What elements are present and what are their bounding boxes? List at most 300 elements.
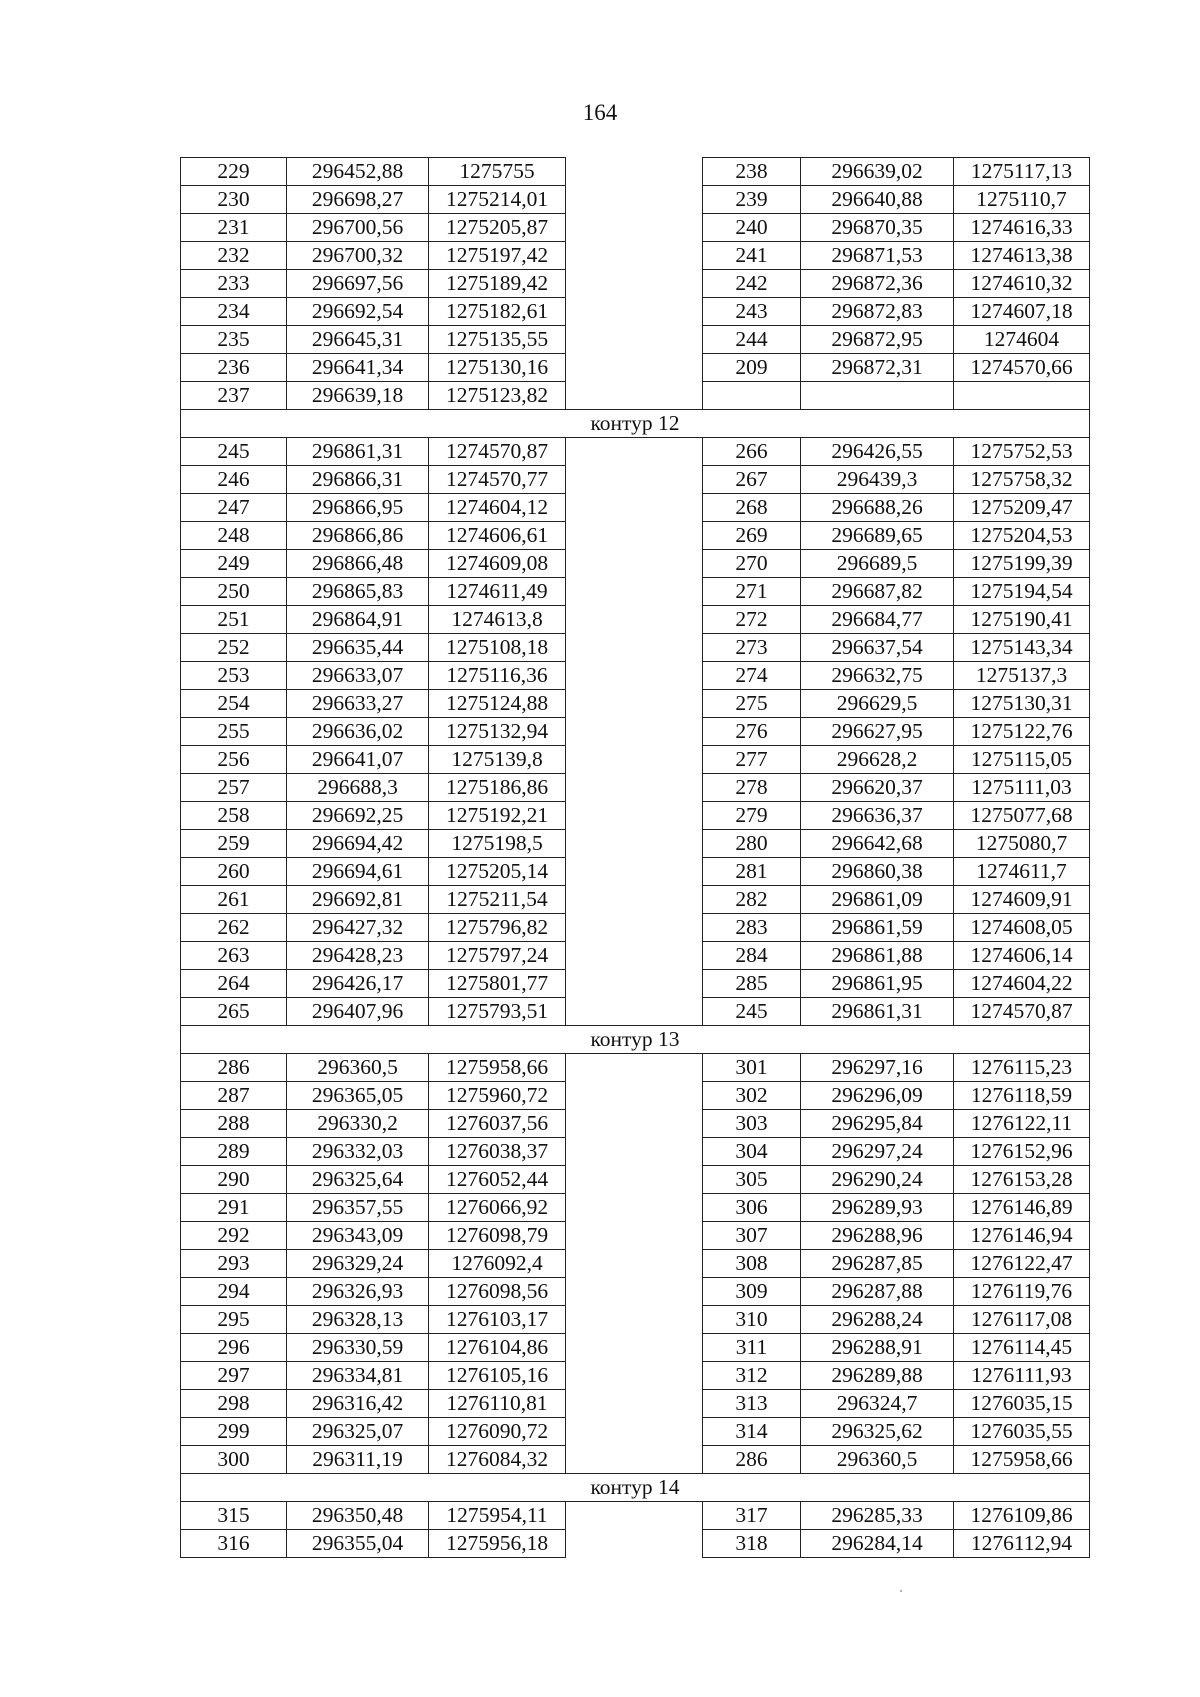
left-y-coordinate-cell: 1276098,56: [429, 1278, 566, 1306]
left-point-number-cell: 316: [181, 1530, 287, 1558]
contour-header-row: [181, 1026, 1090, 1054]
left-point-number-cell: 286: [181, 1054, 287, 1082]
left-x-coordinate-cell: 296641,34: [287, 354, 429, 382]
left-y-coordinate-cell: 1275960,72: [429, 1082, 566, 1110]
right-y-coordinate-cell: 1275130,31: [954, 690, 1090, 718]
page-number: 164: [582, 100, 618, 125]
right-y-coordinate-cell: 1275209,47: [954, 494, 1090, 522]
left-point-number-cell: 247: [181, 494, 287, 522]
right-x-coordinate-cell: 296872,83: [801, 298, 954, 326]
right-point-number-cell: 272: [703, 606, 801, 634]
right-point-number-cell: 306: [703, 1194, 801, 1222]
right-x-coordinate-cell: 296689,65: [801, 522, 954, 550]
left-x-coordinate-cell: 296692,54: [287, 298, 429, 326]
left-y-coordinate-cell: 1275211,54: [429, 886, 566, 914]
right-point-number-cell: [703, 382, 801, 410]
right-y-coordinate-cell: 1276035,55: [954, 1418, 1090, 1446]
right-y-coordinate-cell: 1274607,18: [954, 298, 1090, 326]
left-point-number-cell: 254: [181, 690, 287, 718]
left-point-number-cell: 261: [181, 886, 287, 914]
left-y-coordinate-cell: 1275192,21: [429, 802, 566, 830]
left-point-number-cell: 246: [181, 466, 287, 494]
right-point-number-cell: 275: [703, 690, 801, 718]
left-y-coordinate-cell: 1276103,17: [429, 1306, 566, 1334]
right-point-number-cell: 273: [703, 634, 801, 662]
right-y-coordinate-cell: 1274610,32: [954, 270, 1090, 298]
right-point-number-cell: 317: [703, 1502, 801, 1530]
left-y-coordinate-cell: 1275124,88: [429, 690, 566, 718]
left-x-coordinate-cell: 296866,95: [287, 494, 429, 522]
left-y-coordinate-cell: 1276038,37: [429, 1138, 566, 1166]
right-x-coordinate-cell: 296687,82: [801, 578, 954, 606]
right-point-number-cell: 307: [703, 1222, 801, 1250]
left-x-coordinate-cell: 296325,07: [287, 1418, 429, 1446]
contour-title: контур 12: [181, 410, 1090, 438]
left-x-coordinate-cell: 296694,61: [287, 858, 429, 886]
left-x-coordinate-cell: 296332,03: [287, 1138, 429, 1166]
right-point-number-cell: 274: [703, 662, 801, 690]
right-y-coordinate-cell: 1275143,34: [954, 634, 1090, 662]
left-point-number-cell: 290: [181, 1166, 287, 1194]
left-point-number-cell: 237: [181, 382, 287, 410]
table-row: [181, 438, 1090, 466]
left-point-number-cell: 299: [181, 1418, 287, 1446]
right-y-coordinate-cell: [954, 382, 1090, 410]
left-y-coordinate-cell: 1275954,11: [429, 1502, 566, 1530]
right-point-number-cell: 302: [703, 1082, 801, 1110]
left-x-coordinate-cell: 296641,07: [287, 746, 429, 774]
left-x-coordinate-cell: 296633,07: [287, 662, 429, 690]
right-x-coordinate-cell: 296861,59: [801, 914, 954, 942]
right-point-number-cell: 314: [703, 1418, 801, 1446]
left-x-coordinate-cell: 296692,25: [287, 802, 429, 830]
left-y-coordinate-cell: 1275956,18: [429, 1530, 566, 1558]
left-x-coordinate-cell: 296326,93: [287, 1278, 429, 1306]
right-x-coordinate-cell: 296287,88: [801, 1278, 954, 1306]
left-x-coordinate-cell: 296350,48: [287, 1502, 429, 1530]
left-x-coordinate-cell: 296427,32: [287, 914, 429, 942]
left-y-coordinate-cell: 1274604,12: [429, 494, 566, 522]
left-x-coordinate-cell: 296355,04: [287, 1530, 429, 1558]
right-x-coordinate-cell: 296284,14: [801, 1530, 954, 1558]
right-y-coordinate-cell: 1276152,96: [954, 1138, 1090, 1166]
right-y-coordinate-cell: 1276115,23: [954, 1054, 1090, 1082]
left-y-coordinate-cell: 1275130,16: [429, 354, 566, 382]
table-row: [181, 1054, 1090, 1082]
scan-speck: [900, 1590, 902, 1592]
left-y-coordinate-cell: 1275755: [429, 158, 566, 186]
coordinates-table-body: [181, 158, 1090, 1558]
right-y-coordinate-cell: 1276111,93: [954, 1362, 1090, 1390]
left-y-coordinate-cell: 1275796,82: [429, 914, 566, 942]
right-point-number-cell: 268: [703, 494, 801, 522]
right-point-number-cell: 278: [703, 774, 801, 802]
right-x-coordinate-cell: 296684,77: [801, 606, 954, 634]
right-point-number-cell: 309: [703, 1278, 801, 1306]
left-point-number-cell: 298: [181, 1390, 287, 1418]
right-point-number-cell: 310: [703, 1306, 801, 1334]
left-x-coordinate-cell: 296428,23: [287, 942, 429, 970]
right-y-coordinate-cell: 1276035,15: [954, 1390, 1090, 1418]
right-point-number-cell: 241: [703, 242, 801, 270]
right-y-coordinate-cell: 1275115,05: [954, 746, 1090, 774]
right-y-coordinate-cell: 1274611,7: [954, 858, 1090, 886]
contour-header-row: [181, 1474, 1090, 1502]
left-point-number-cell: 260: [181, 858, 287, 886]
right-point-number-cell: 277: [703, 746, 801, 774]
left-y-coordinate-cell: 1275189,42: [429, 270, 566, 298]
left-y-coordinate-cell: 1276052,44: [429, 1166, 566, 1194]
left-x-coordinate-cell: 296329,24: [287, 1250, 429, 1278]
right-point-number-cell: 311: [703, 1334, 801, 1362]
left-point-number-cell: 245: [181, 438, 287, 466]
right-x-coordinate-cell: 296627,95: [801, 718, 954, 746]
left-x-coordinate-cell: 296311,19: [287, 1446, 429, 1474]
left-x-coordinate-cell: 296866,86: [287, 522, 429, 550]
left-x-coordinate-cell: 296328,13: [287, 1306, 429, 1334]
left-x-coordinate-cell: 296694,42: [287, 830, 429, 858]
left-x-coordinate-cell: 296330,2: [287, 1110, 429, 1138]
right-x-coordinate-cell: 296629,5: [801, 690, 954, 718]
right-y-coordinate-cell: 1276122,11: [954, 1110, 1090, 1138]
left-y-coordinate-cell: 1275205,87: [429, 214, 566, 242]
right-point-number-cell: 244: [703, 326, 801, 354]
right-x-coordinate-cell: 296628,2: [801, 746, 954, 774]
right-x-coordinate-cell: 296872,31: [801, 354, 954, 382]
contour-title: контур 13: [181, 1026, 1090, 1054]
right-y-coordinate-cell: 1275122,76: [954, 718, 1090, 746]
left-y-coordinate-cell: 1275132,94: [429, 718, 566, 746]
right-x-coordinate-cell: 296324,7: [801, 1390, 954, 1418]
right-x-coordinate-cell: 296297,24: [801, 1138, 954, 1166]
left-x-coordinate-cell: 296360,5: [287, 1054, 429, 1082]
right-x-coordinate-cell: 296871,53: [801, 242, 954, 270]
table-row: [181, 1502, 1090, 1530]
right-y-coordinate-cell: 1275137,3: [954, 662, 1090, 690]
left-point-number-cell: 253: [181, 662, 287, 690]
right-point-number-cell: 304: [703, 1138, 801, 1166]
right-x-coordinate-cell: 296289,88: [801, 1362, 954, 1390]
right-point-number-cell: 271: [703, 578, 801, 606]
contour-title: контур 14: [181, 1474, 1090, 1502]
right-x-coordinate-cell: 296639,02: [801, 158, 954, 186]
left-point-number-cell: 234: [181, 298, 287, 326]
left-x-coordinate-cell: 296866,48: [287, 550, 429, 578]
right-x-coordinate-cell: 296870,35: [801, 214, 954, 242]
left-x-coordinate-cell: 296633,27: [287, 690, 429, 718]
right-y-coordinate-cell: 1275077,68: [954, 802, 1090, 830]
right-y-coordinate-cell: 1276109,86: [954, 1502, 1090, 1530]
right-point-number-cell: 282: [703, 886, 801, 914]
right-x-coordinate-cell: 296688,26: [801, 494, 954, 522]
left-point-number-cell: 258: [181, 802, 287, 830]
left-point-number-cell: 287: [181, 1082, 287, 1110]
right-x-coordinate-cell: 296861,88: [801, 942, 954, 970]
right-point-number-cell: 242: [703, 270, 801, 298]
left-y-coordinate-cell: 1275214,01: [429, 186, 566, 214]
right-x-coordinate-cell: 296640,88: [801, 186, 954, 214]
table-row: [181, 158, 1090, 186]
right-x-coordinate-cell: 296287,85: [801, 1250, 954, 1278]
left-y-coordinate-cell: 1275182,61: [429, 298, 566, 326]
right-x-coordinate-cell: 296861,31: [801, 998, 954, 1026]
left-y-coordinate-cell: 1274611,49: [429, 578, 566, 606]
left-point-number-cell: 263: [181, 942, 287, 970]
left-x-coordinate-cell: 296861,31: [287, 438, 429, 466]
right-x-coordinate-cell: [801, 382, 954, 410]
right-x-coordinate-cell: 296296,09: [801, 1082, 954, 1110]
right-x-coordinate-cell: 296288,24: [801, 1306, 954, 1334]
right-point-number-cell: 301: [703, 1054, 801, 1082]
right-y-coordinate-cell: 1275111,03: [954, 774, 1090, 802]
left-x-coordinate-cell: 296357,55: [287, 1194, 429, 1222]
right-y-coordinate-cell: 1274604: [954, 326, 1090, 354]
right-y-coordinate-cell: 1274606,14: [954, 942, 1090, 970]
left-point-number-cell: 296: [181, 1334, 287, 1362]
left-y-coordinate-cell: 1275197,42: [429, 242, 566, 270]
left-point-number-cell: 229: [181, 158, 287, 186]
right-y-coordinate-cell: 1276119,76: [954, 1278, 1090, 1306]
right-y-coordinate-cell: 1275194,54: [954, 578, 1090, 606]
right-y-coordinate-cell: 1274570,66: [954, 354, 1090, 382]
column-gap: [566, 1502, 703, 1558]
left-x-coordinate-cell: 296700,56: [287, 214, 429, 242]
right-point-number-cell: 239: [703, 186, 801, 214]
left-y-coordinate-cell: 1275801,77: [429, 970, 566, 998]
right-y-coordinate-cell: 1275752,53: [954, 438, 1090, 466]
left-y-coordinate-cell: 1276104,86: [429, 1334, 566, 1362]
left-point-number-cell: 289: [181, 1138, 287, 1166]
left-x-coordinate-cell: 296365,05: [287, 1082, 429, 1110]
right-point-number-cell: 245: [703, 998, 801, 1026]
left-x-coordinate-cell: 296636,02: [287, 718, 429, 746]
right-x-coordinate-cell: 296295,84: [801, 1110, 954, 1138]
left-point-number-cell: 294: [181, 1278, 287, 1306]
right-point-number-cell: 266: [703, 438, 801, 466]
right-point-number-cell: 285: [703, 970, 801, 998]
left-point-number-cell: 255: [181, 718, 287, 746]
right-point-number-cell: 240: [703, 214, 801, 242]
right-y-coordinate-cell: 1275199,39: [954, 550, 1090, 578]
right-y-coordinate-cell: 1275080,7: [954, 830, 1090, 858]
left-x-coordinate-cell: 296426,17: [287, 970, 429, 998]
left-x-coordinate-cell: 296334,81: [287, 1362, 429, 1390]
left-point-number-cell: 264: [181, 970, 287, 998]
right-x-coordinate-cell: 296872,95: [801, 326, 954, 354]
contour-header-row: [181, 410, 1090, 438]
left-y-coordinate-cell: 1275205,14: [429, 858, 566, 886]
right-point-number-cell: 313: [703, 1390, 801, 1418]
left-point-number-cell: 259: [181, 830, 287, 858]
column-gap: [566, 1054, 703, 1474]
right-x-coordinate-cell: 296285,33: [801, 1502, 954, 1530]
right-y-coordinate-cell: 1276146,94: [954, 1222, 1090, 1250]
right-y-coordinate-cell: 1274604,22: [954, 970, 1090, 998]
left-x-coordinate-cell: 296645,31: [287, 326, 429, 354]
right-x-coordinate-cell: 296620,37: [801, 774, 954, 802]
right-point-number-cell: 280: [703, 830, 801, 858]
left-y-coordinate-cell: 1276066,92: [429, 1194, 566, 1222]
right-point-number-cell: 267: [703, 466, 801, 494]
left-y-coordinate-cell: 1276037,56: [429, 1110, 566, 1138]
right-y-coordinate-cell: 1276114,45: [954, 1334, 1090, 1362]
left-x-coordinate-cell: 296697,56: [287, 270, 429, 298]
left-x-coordinate-cell: 296865,83: [287, 578, 429, 606]
right-y-coordinate-cell: 1275110,7: [954, 186, 1090, 214]
left-x-coordinate-cell: 296866,31: [287, 466, 429, 494]
left-y-coordinate-cell: 1275139,8: [429, 746, 566, 774]
left-point-number-cell: 231: [181, 214, 287, 242]
left-point-number-cell: 291: [181, 1194, 287, 1222]
left-point-number-cell: 292: [181, 1222, 287, 1250]
left-x-coordinate-cell: 296688,3: [287, 774, 429, 802]
left-y-coordinate-cell: 1276090,72: [429, 1418, 566, 1446]
right-point-number-cell: 283: [703, 914, 801, 942]
left-x-coordinate-cell: 296330,59: [287, 1334, 429, 1362]
right-x-coordinate-cell: 296637,54: [801, 634, 954, 662]
right-point-number-cell: 243: [703, 298, 801, 326]
left-point-number-cell: 256: [181, 746, 287, 774]
left-x-coordinate-cell: 296692,81: [287, 886, 429, 914]
right-point-number-cell: 318: [703, 1530, 801, 1558]
left-y-coordinate-cell: 1275123,82: [429, 382, 566, 410]
left-y-coordinate-cell: 1275958,66: [429, 1054, 566, 1082]
left-point-number-cell: 251: [181, 606, 287, 634]
right-x-coordinate-cell: 296288,96: [801, 1222, 954, 1250]
left-point-number-cell: 233: [181, 270, 287, 298]
left-x-coordinate-cell: 296452,88: [287, 158, 429, 186]
left-y-coordinate-cell: 1276092,4: [429, 1250, 566, 1278]
right-x-coordinate-cell: 296872,36: [801, 270, 954, 298]
left-x-coordinate-cell: 296325,64: [287, 1166, 429, 1194]
column-gap: [566, 438, 703, 1026]
left-point-number-cell: 248: [181, 522, 287, 550]
right-point-number-cell: 279: [703, 802, 801, 830]
right-x-coordinate-cell: 296325,62: [801, 1418, 954, 1446]
right-point-number-cell: 286: [703, 1446, 801, 1474]
left-x-coordinate-cell: 296639,18: [287, 382, 429, 410]
right-x-coordinate-cell: 296860,38: [801, 858, 954, 886]
right-x-coordinate-cell: 296439,3: [801, 466, 954, 494]
left-y-coordinate-cell: 1275793,51: [429, 998, 566, 1026]
right-y-coordinate-cell: 1274609,91: [954, 886, 1090, 914]
right-y-coordinate-cell: 1276153,28: [954, 1166, 1090, 1194]
right-y-coordinate-cell: 1276117,08: [954, 1306, 1090, 1334]
left-point-number-cell: 262: [181, 914, 287, 942]
right-x-coordinate-cell: 296426,55: [801, 438, 954, 466]
right-x-coordinate-cell: 296288,91: [801, 1334, 954, 1362]
right-point-number-cell: 305: [703, 1166, 801, 1194]
left-point-number-cell: 230: [181, 186, 287, 214]
left-point-number-cell: 300: [181, 1446, 287, 1474]
right-y-coordinate-cell: 1275117,13: [954, 158, 1090, 186]
right-x-coordinate-cell: 296632,75: [801, 662, 954, 690]
left-y-coordinate-cell: 1276084,32: [429, 1446, 566, 1474]
right-y-coordinate-cell: 1275204,53: [954, 522, 1090, 550]
left-point-number-cell: 265: [181, 998, 287, 1026]
right-x-coordinate-cell: 296642,68: [801, 830, 954, 858]
coordinates-table: [180, 157, 1090, 1558]
right-point-number-cell: 209: [703, 354, 801, 382]
right-y-coordinate-cell: 1274570,87: [954, 998, 1090, 1026]
right-y-coordinate-cell: 1274608,05: [954, 914, 1090, 942]
left-point-number-cell: 293: [181, 1250, 287, 1278]
right-y-coordinate-cell: 1276122,47: [954, 1250, 1090, 1278]
right-y-coordinate-cell: 1274616,33: [954, 214, 1090, 242]
right-x-coordinate-cell: 296289,93: [801, 1194, 954, 1222]
right-x-coordinate-cell: 296689,5: [801, 550, 954, 578]
left-y-coordinate-cell: 1275108,18: [429, 634, 566, 662]
left-y-coordinate-cell: 1274609,08: [429, 550, 566, 578]
right-point-number-cell: 308: [703, 1250, 801, 1278]
right-x-coordinate-cell: 296360,5: [801, 1446, 954, 1474]
left-x-coordinate-cell: 296635,44: [287, 634, 429, 662]
right-y-coordinate-cell: 1275758,32: [954, 466, 1090, 494]
left-point-number-cell: 315: [181, 1502, 287, 1530]
left-x-coordinate-cell: 296343,09: [287, 1222, 429, 1250]
right-point-number-cell: 269: [703, 522, 801, 550]
right-point-number-cell: 270: [703, 550, 801, 578]
left-x-coordinate-cell: 296698,27: [287, 186, 429, 214]
left-x-coordinate-cell: 296316,42: [287, 1390, 429, 1418]
left-point-number-cell: 236: [181, 354, 287, 382]
right-point-number-cell: 284: [703, 942, 801, 970]
right-y-coordinate-cell: 1276146,89: [954, 1194, 1090, 1222]
right-point-number-cell: 238: [703, 158, 801, 186]
left-y-coordinate-cell: 1276098,79: [429, 1222, 566, 1250]
left-x-coordinate-cell: 296407,96: [287, 998, 429, 1026]
left-point-number-cell: 235: [181, 326, 287, 354]
left-x-coordinate-cell: 296700,32: [287, 242, 429, 270]
right-point-number-cell: 312: [703, 1362, 801, 1390]
right-y-coordinate-cell: 1276118,59: [954, 1082, 1090, 1110]
left-point-number-cell: 295: [181, 1306, 287, 1334]
left-y-coordinate-cell: 1275116,36: [429, 662, 566, 690]
right-x-coordinate-cell: 296861,09: [801, 886, 954, 914]
left-point-number-cell: 257: [181, 774, 287, 802]
left-y-coordinate-cell: 1276110,81: [429, 1390, 566, 1418]
left-point-number-cell: 288: [181, 1110, 287, 1138]
right-point-number-cell: 276: [703, 718, 801, 746]
left-point-number-cell: 249: [181, 550, 287, 578]
column-gap: [566, 158, 703, 410]
left-y-coordinate-cell: 1274613,8: [429, 606, 566, 634]
left-y-coordinate-cell: 1274570,87: [429, 438, 566, 466]
left-y-coordinate-cell: 1276105,16: [429, 1362, 566, 1390]
left-y-coordinate-cell: 1274606,61: [429, 522, 566, 550]
left-point-number-cell: 250: [181, 578, 287, 606]
left-y-coordinate-cell: 1275186,86: [429, 774, 566, 802]
right-y-coordinate-cell: 1276112,94: [954, 1530, 1090, 1558]
left-y-coordinate-cell: 1275198,5: [429, 830, 566, 858]
right-x-coordinate-cell: 296290,24: [801, 1166, 954, 1194]
left-point-number-cell: 232: [181, 242, 287, 270]
right-x-coordinate-cell: 296297,16: [801, 1054, 954, 1082]
right-point-number-cell: 281: [703, 858, 801, 886]
left-x-coordinate-cell: 296864,91: [287, 606, 429, 634]
right-point-number-cell: 303: [703, 1110, 801, 1138]
right-x-coordinate-cell: 296861,95: [801, 970, 954, 998]
left-point-number-cell: 252: [181, 634, 287, 662]
left-point-number-cell: 297: [181, 1362, 287, 1390]
left-y-coordinate-cell: 1275797,24: [429, 942, 566, 970]
right-y-coordinate-cell: 1275958,66: [954, 1446, 1090, 1474]
right-y-coordinate-cell: 1274613,38: [954, 242, 1090, 270]
left-y-coordinate-cell: 1275135,55: [429, 326, 566, 354]
right-x-coordinate-cell: 296636,37: [801, 802, 954, 830]
left-y-coordinate-cell: 1274570,77: [429, 466, 566, 494]
right-y-coordinate-cell: 1275190,41: [954, 606, 1090, 634]
